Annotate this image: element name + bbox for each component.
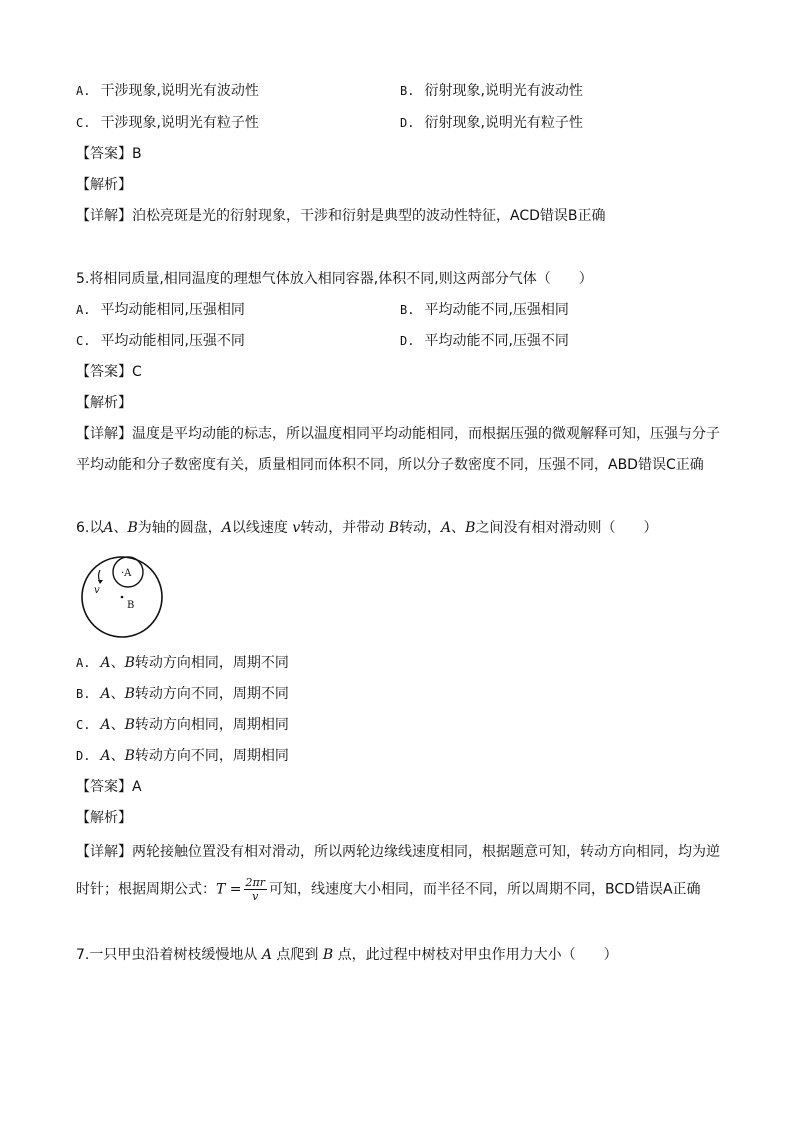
- detail-text: 可知，线速度大小相同，而半径不同，所以周期不同，BCD错误A正确: [269, 881, 701, 898]
- stem-text: 6.以: [76, 520, 104, 536]
- stem-text: 以线速度: [231, 520, 293, 536]
- rotating-discs-figure: [80, 556, 166, 640]
- option-sep: 、: [110, 748, 125, 764]
- q5-stem: 5.将相同质量,相同温度的理想气体放入相同容器,体积不同,则这两部分气体（ ）: [76, 271, 593, 287]
- option-text: 干涉现象,说明光有粒子性: [100, 115, 259, 131]
- point-b: B: [124, 748, 135, 764]
- option-text: 转动方向不同，周期相同: [134, 748, 289, 764]
- stem-text: 点，此过程中树枝对甲虫作用力大小（ ）: [333, 947, 618, 963]
- point-b: B: [465, 520, 476, 536]
- center-b-dot: [121, 596, 124, 599]
- stem-text: 转动，并带动: [300, 520, 389, 536]
- option-label: A.: [76, 303, 91, 317]
- q7-stem: [76, 945, 618, 965]
- option-text: 平均动能不同,压强不同: [424, 333, 569, 349]
- point-b: B: [124, 655, 135, 671]
- q6-detail-line2: [76, 876, 701, 902]
- q6-detail-line1: 【详解】两轮接触位置没有相对滑动，所以两轮边缘线速度相同，根据题意可知，转动方向相同，均为逆: [76, 844, 720, 860]
- q6-option-d: [76, 746, 289, 766]
- option-label: B.: [400, 84, 415, 98]
- q6-answer: 【答案】A: [76, 779, 142, 795]
- option-label: A.: [76, 656, 91, 670]
- formula-numerator: 2πr: [245, 876, 266, 889]
- point-a: A: [100, 655, 111, 671]
- stem-text: 7.一只甲虫沿着树枝缓慢地从: [76, 947, 262, 963]
- label-b: B: [127, 600, 135, 611]
- q4-option-d: [400, 113, 583, 133]
- option-text: 转动方向相同，周期相同: [134, 717, 289, 733]
- velocity-symbol: v: [292, 520, 301, 536]
- q5-analysis-heading: 【解析】: [76, 395, 132, 411]
- point-b: B: [322, 947, 334, 963]
- q5-detail-line2: 平均动能和分子数密度有关，质量相同而体积不同，所以分子数密度不同，压强不同，ABD错误C正确: [76, 457, 704, 473]
- option-text: 衍射现象,说明光有波动性: [424, 83, 583, 99]
- q6-option-b: [76, 684, 289, 704]
- label-a: ·A: [121, 568, 132, 579]
- option-text: 平均动能相同,压强相同: [100, 302, 245, 318]
- q5-option-c: [76, 331, 245, 351]
- option-text: 衍射现象,说明光有粒子性: [424, 115, 583, 131]
- option-label: B.: [400, 303, 415, 317]
- option-sep: 、: [110, 655, 125, 671]
- q4-option-a: [76, 81, 259, 101]
- q6-option-c: [76, 715, 289, 735]
- option-text: 平均动能不同,压强相同: [424, 302, 569, 318]
- detail-text: 时针；根据周期公式：: [76, 881, 216, 898]
- q5-answer: 【答案】C: [76, 364, 142, 380]
- option-text: 转动方向相同，周期不同: [134, 655, 289, 671]
- option-label: B.: [76, 687, 91, 701]
- point-a: A: [261, 947, 272, 963]
- point-b: B: [127, 520, 138, 536]
- option-text: 干涉现象,说明光有波动性: [100, 83, 259, 99]
- option-label: D.: [76, 749, 91, 763]
- option-sep: 、: [110, 686, 125, 702]
- stem-text: 、: [113, 520, 128, 536]
- q6-analysis-heading: 【解析】: [76, 810, 132, 826]
- q5-option-b: [400, 300, 569, 320]
- point-b: B: [124, 717, 135, 733]
- option-sep: 、: [110, 717, 125, 733]
- point-a: A: [103, 520, 114, 536]
- stem-text: 转动，: [399, 520, 442, 536]
- q4-answer: 【答案】B: [76, 146, 142, 162]
- stem-text: 之间没有相对滑动则（ ）: [475, 520, 658, 536]
- point-a: A: [441, 520, 452, 536]
- arrow-head-icon: [98, 580, 103, 584]
- option-text: 平均动能相同,压强不同: [100, 333, 245, 349]
- option-label: C.: [76, 718, 91, 732]
- q5-option-a: [76, 300, 245, 320]
- option-text: 转动方向不同，周期不同: [134, 686, 289, 702]
- option-label: A.: [76, 84, 91, 98]
- option-label: C.: [76, 334, 91, 348]
- stem-text: 点爬到: [271, 947, 323, 963]
- q4-option-c: [76, 113, 259, 133]
- formula-denominator: v: [252, 890, 259, 903]
- q5-option-d: [400, 331, 569, 351]
- option-label: D.: [400, 334, 415, 348]
- point-a: A: [221, 520, 232, 536]
- option-label: C.: [76, 116, 91, 130]
- point-b: B: [124, 686, 135, 702]
- q4-analysis-heading: 【解析】: [76, 177, 132, 193]
- point-a: A: [100, 717, 111, 733]
- period-formula-fraction: [244, 876, 268, 903]
- formula-lhs: T =: [216, 881, 242, 898]
- q4-option-b: [400, 81, 583, 101]
- point-a: A: [100, 686, 111, 702]
- label-v: v: [94, 585, 100, 596]
- stem-text: 、: [451, 520, 466, 536]
- q4-detail: 【详解】泊松亮斑是光的衍射现象，干涉和衍射是典型的波动性特征，ACD错误B正确: [76, 208, 606, 224]
- q5-detail-line1: 【详解】温度是平均动能的标志，所以温度相同平均动能相同，而根据压强的微观解释可知，压强与分子: [76, 426, 720, 442]
- q6-option-a: [76, 653, 289, 673]
- point-b: B: [388, 520, 400, 536]
- q6-stem: [76, 518, 657, 538]
- point-a: A: [100, 748, 111, 764]
- stem-text: 为轴的圆盘，: [137, 520, 222, 536]
- option-label: D.: [400, 116, 415, 130]
